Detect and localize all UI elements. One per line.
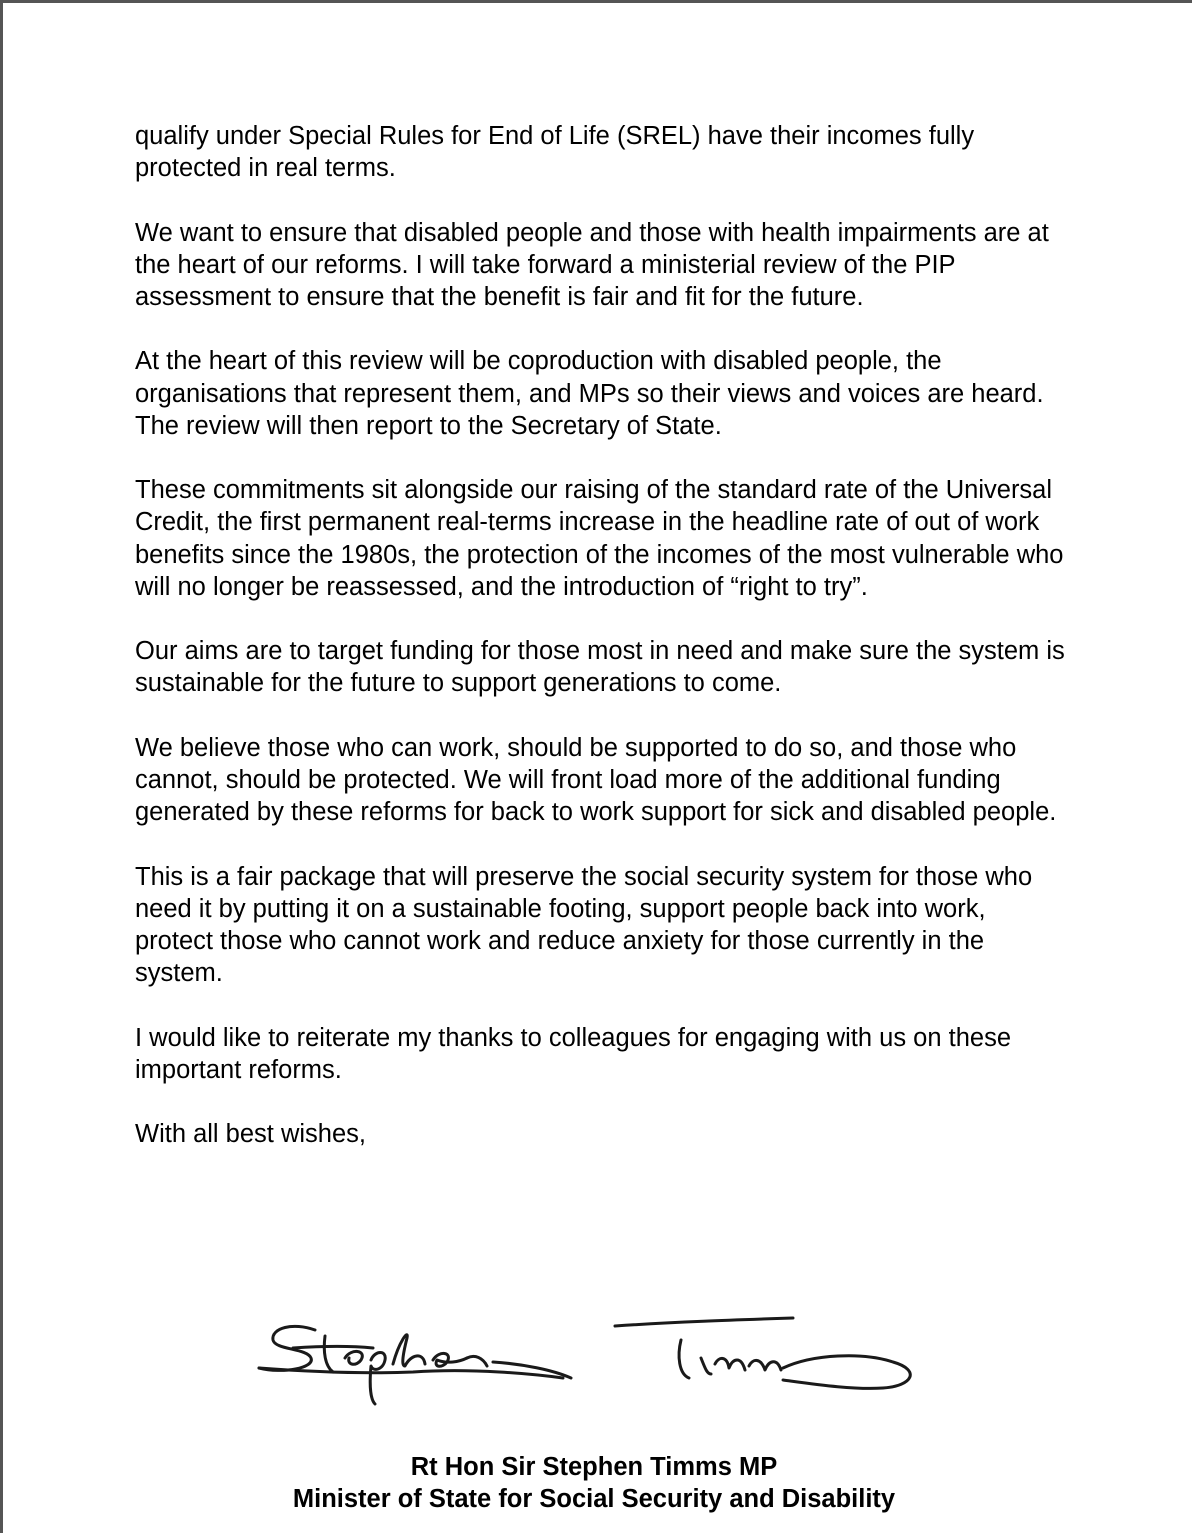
paragraph-thanks: I would like to reiterate my thanks to colleagues for engaging with us on these important reforms. (135, 1023, 1012, 1084)
letter-body (135, 120, 1065, 1183)
paragraph-commitments: These commitments sit alongside our raising of the standard rate of the Universal Credit, the first permanent real-terms increase in the headline rate of out of work benefits since the 1980s, the protection of the incomes of the most vulnerable who will no longer be reassessed, and the introduction of “right to try”. (135, 476, 1064, 601)
handwritten-signature (253, 1308, 933, 1413)
signatory-name: Rt Hon Sir Stephen Timms MP (410, 1453, 778, 1481)
paragraph-fair-package: This is a fair package that will preserve the social security system for those who need it by putting it on a sustainable footing, support people back into work, protect those who cannot work and reduce anxiety for those currently in the system. (135, 862, 1033, 988)
paragraph-aims: Our aims are to target funding for those most in need and make sure the system is sustainable for the future to support generations to come. (135, 637, 1065, 698)
paragraph-pip-review: We want to ensure that disabled people and those with health impairments are at the heart of our reforms. I will take forward a ministerial review of the PIP assessment to ensure that the benefit is fair and fit for the future. (135, 218, 1049, 311)
paragraph-work-support: We believe those who can work, should be supported to do so, and those who cannot, should be protected. We will front load more of the additional funding generated by these reforms for back to work support for sick and disabled people. (135, 733, 1057, 827)
paragraph-srel-protection: qualify under Special Rules for End of Life (SREL) have their incomes fully protected in real terms. (135, 122, 975, 183)
signatory-title: Minister of State for Social Security and Disability (292, 1485, 896, 1513)
closing-line: With all best wishes, (135, 1120, 366, 1149)
paragraph-coproduction: At the heart of this review will be coproduction with disabled people, the organisations that represent them, and MPs so their views and voices are heard. The review will then report to the Secretary of State. (135, 347, 1044, 440)
